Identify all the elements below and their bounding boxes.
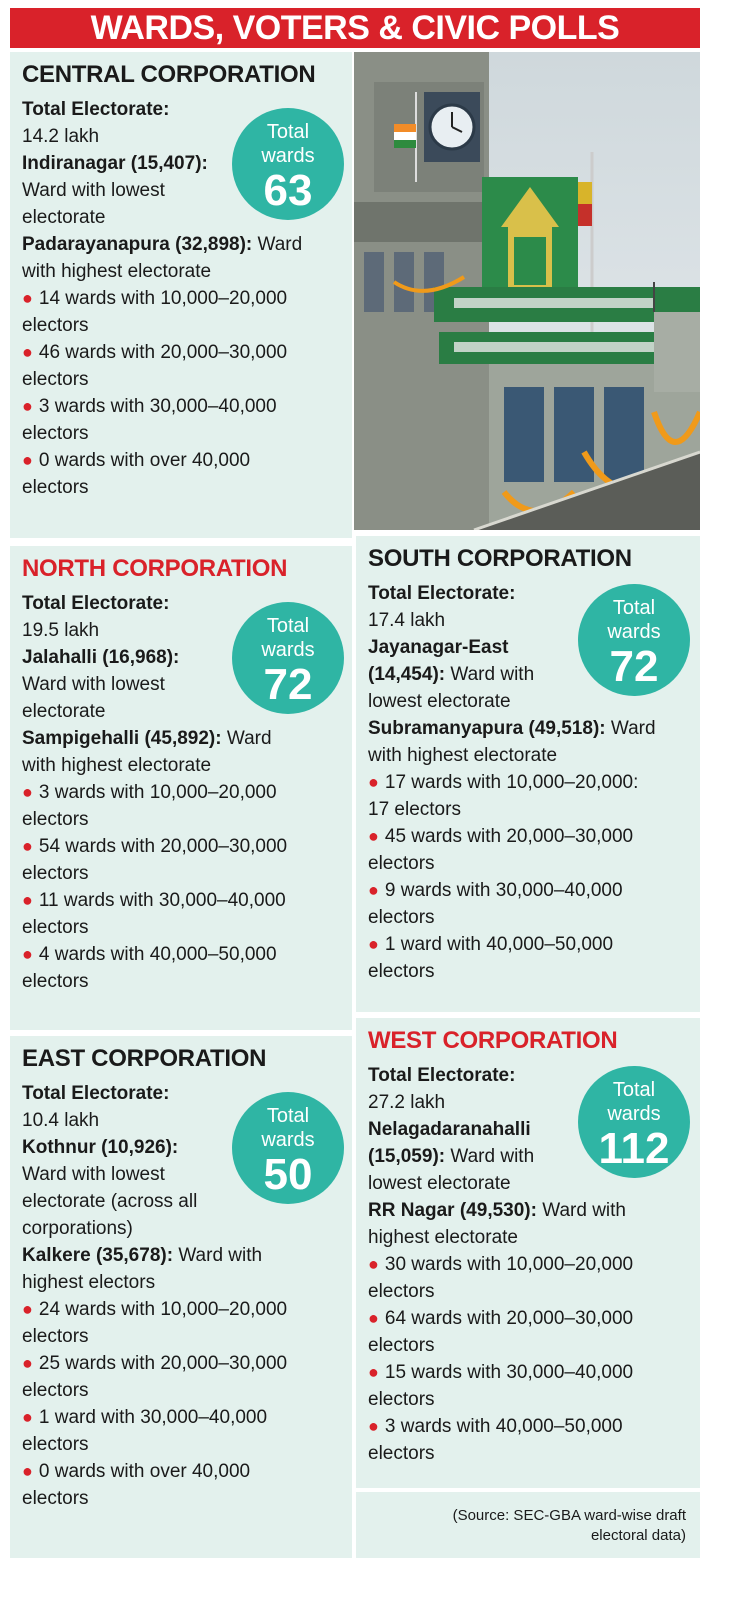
bullet-icon: ● <box>22 1407 33 1427</box>
list-item <box>22 887 340 914</box>
badge-label: Total <box>266 615 310 637</box>
list-item <box>22 1296 340 1323</box>
list-item-cont: electors <box>368 961 435 982</box>
bullet-icon: ● <box>368 1254 379 1274</box>
bullet-text: 45 wards with 20,000–30,000 <box>384 826 634 847</box>
list-item <box>22 285 340 312</box>
bullet-icon: ● <box>22 944 33 964</box>
bullet-text: 54 wards with 20,000–30,000 <box>38 836 288 857</box>
west-highest <box>368 1197 688 1224</box>
list-item-cont: 17 electors <box>368 799 461 820</box>
badge-label: wards <box>261 1129 315 1151</box>
central-electorate-value: 14.2 lakh <box>22 126 100 147</box>
list-item-cont: electors <box>22 1380 89 1401</box>
west-highest-name: RR Nagar (49,530): <box>368 1200 537 1221</box>
list-item-cont: electors <box>22 971 89 992</box>
list-item-cont: electors <box>22 1434 89 1455</box>
source-line: electoral data) <box>590 1527 686 1544</box>
badge-number: 72 <box>263 660 313 709</box>
south-electorate-value: 17.4 lakh <box>368 610 446 631</box>
west-lowest-desc: Ward with <box>445 1146 535 1167</box>
east-title: EAST CORPORATION <box>22 1045 267 1072</box>
list-item-cont: electors <box>22 1488 89 1509</box>
south-total-wards-badge <box>578 584 690 696</box>
east-lowest-name: Kothnur (10,926): <box>22 1137 179 1158</box>
bullet-icon: ● <box>22 836 33 856</box>
bullet-icon: ● <box>22 450 33 470</box>
list-item <box>22 833 340 860</box>
list-item <box>368 931 688 958</box>
north-highest <box>22 725 340 752</box>
central-lowest-desc: Ward with lowest <box>22 180 165 201</box>
bullet-icon: ● <box>22 1299 33 1319</box>
list-item-cont: electors <box>22 809 89 830</box>
central-highest <box>22 231 340 258</box>
north-highest-name: Sampigehalli (45,892): <box>22 728 222 749</box>
badge-label: Total <box>266 1105 310 1127</box>
central-lowest-name: Indiranagar (15,407): <box>22 153 208 174</box>
south-lowest-name: (14,454): <box>368 664 446 685</box>
south-highest-desc: Ward <box>605 718 656 739</box>
list-item <box>368 769 688 796</box>
list-item-cont: electors <box>22 477 89 498</box>
bullet-icon: ● <box>368 1362 379 1382</box>
bullet-text: 3 wards with 30,000–40,000 <box>38 396 277 417</box>
north-lowest-name: Jalahalli (16,968): <box>22 647 180 668</box>
bullet-icon: ● <box>368 934 379 954</box>
list-item <box>22 1458 340 1485</box>
north-lowest-desc: Ward with lowest <box>22 674 165 695</box>
bullet-icon: ● <box>22 782 33 802</box>
north-corporation-panel <box>10 546 352 1030</box>
list-item-cont: electors <box>22 423 89 444</box>
central-total-wards-badge <box>232 108 344 220</box>
list-item <box>368 823 688 850</box>
north-electorate-label: Total Electorate: <box>22 593 170 614</box>
bullet-text: 1 ward with 30,000–40,000 <box>38 1407 268 1428</box>
bullet-icon: ● <box>22 1353 33 1373</box>
badge-number: 50 <box>263 1150 313 1199</box>
list-item <box>368 1413 688 1440</box>
list-item <box>368 1305 688 1332</box>
badge-label: Total <box>612 597 656 619</box>
west-highest-desc: highest electorate <box>368 1227 518 1248</box>
west-electorate-value: 27.2 lakh <box>368 1092 446 1113</box>
north-highest-desc: with highest electorate <box>22 755 212 776</box>
east-corporation-panel <box>10 1036 352 1558</box>
badge-number: 63 <box>263 166 313 215</box>
list-item <box>22 1350 340 1377</box>
central-highest-desc: with highest electorate <box>22 261 212 282</box>
bullet-icon: ● <box>368 1416 379 1436</box>
list-item-cont: electors <box>22 1326 89 1347</box>
south-highest-name: Subramanyapura (49,518): <box>368 718 606 739</box>
list-item-cont: electors <box>22 369 89 390</box>
north-highest-desc: Ward <box>221 728 272 749</box>
south-highest-desc: with highest electorate <box>368 745 558 766</box>
east-electorate-label: Total Electorate: <box>22 1083 170 1104</box>
bullet-icon: ● <box>22 1461 33 1481</box>
list-item <box>22 779 340 806</box>
south-corporation-panel <box>356 536 700 1012</box>
north-title: NORTH CORPORATION <box>22 555 288 582</box>
list-item-cont: electors <box>368 853 435 874</box>
badge-label: wards <box>261 145 315 167</box>
list-item <box>22 941 340 968</box>
west-lowest-name: Nelagadaranahalli <box>368 1119 531 1140</box>
bullet-text: 11 wards with 30,000–40,000 <box>38 890 286 911</box>
bullet-text: 0 wards with over 40,000 <box>38 1461 251 1482</box>
source-note <box>356 1492 700 1558</box>
bullet-text: 9 wards with 30,000–40,000 <box>384 880 623 901</box>
bullet-text: 24 wards with 10,000–20,000 <box>38 1299 288 1320</box>
list-item-cont: electors <box>368 1281 435 1302</box>
east-electorate-value: 10.4 lakh <box>22 1110 100 1131</box>
list-item <box>22 339 340 366</box>
central-lowest-desc: electorate <box>22 207 106 228</box>
bullet-icon: ● <box>368 880 379 900</box>
list-item-cont: electors <box>368 1389 435 1410</box>
building-photo <box>354 52 700 530</box>
badge-label: wards <box>607 1103 661 1125</box>
east-highest-desc: highest electors <box>22 1272 156 1293</box>
central-title: CENTRAL CORPORATION <box>22 61 316 88</box>
bullet-text: 3 wards with 10,000–20,000 <box>38 782 277 803</box>
south-lowest-name: Jayanagar-East <box>368 637 509 658</box>
bullet-text: 30 wards with 10,000–20,000 <box>384 1254 634 1275</box>
bullet-icon: ● <box>368 772 379 792</box>
east-lowest-desc: corporations) <box>22 1218 133 1239</box>
list-item <box>22 1404 340 1431</box>
list-item-cont: electors <box>368 1335 435 1356</box>
north-lowest-desc: electorate <box>22 701 106 722</box>
bullet-icon: ● <box>368 1308 379 1328</box>
east-lowest-desc: Ward with lowest <box>22 1164 165 1185</box>
east-lowest-desc: electorate (across all <box>22 1191 198 1212</box>
list-item-cont: electors <box>368 907 435 928</box>
west-highest-desc: Ward with <box>536 1200 626 1221</box>
bullet-text: 46 wards with 20,000–30,000 <box>38 342 288 363</box>
bullet-text: 17 wards with 10,000–20,000: <box>384 772 639 793</box>
bullet-text: 0 wards with over 40,000 <box>38 450 251 471</box>
west-title: WEST CORPORATION <box>368 1027 618 1054</box>
bullet-icon: ● <box>22 890 33 910</box>
badge-label: wards <box>607 621 661 643</box>
list-item-cont: electors <box>22 315 89 336</box>
south-title: SOUTH CORPORATION <box>368 545 632 572</box>
list-item-cont: electors <box>22 863 89 884</box>
west-electorate-label: Total Electorate: <box>368 1065 516 1086</box>
west-lowest-name: (15,059): <box>368 1146 446 1167</box>
east-highest <box>22 1242 340 1269</box>
list-item <box>368 1359 688 1386</box>
badge-number: 72 <box>609 642 659 691</box>
badge-label: Total <box>266 121 310 143</box>
bullet-icon: ● <box>22 342 33 362</box>
south-electorate-label: Total Electorate: <box>368 583 516 604</box>
bullet-text: 64 wards with 20,000–30,000 <box>384 1308 634 1329</box>
south-lowest-desc: Ward with <box>445 664 535 685</box>
north-electorate-value: 19.5 lakh <box>22 620 100 641</box>
badge-number: 112 <box>598 1124 670 1173</box>
west-total-wards-badge <box>578 1066 690 1178</box>
bullet-icon: ● <box>22 288 33 308</box>
list-item-cont: electors <box>22 917 89 938</box>
bullet-text: 14 wards with 10,000–20,000 <box>38 288 288 309</box>
bullet-text: 15 wards with 30,000–40,000 <box>384 1362 634 1383</box>
list-item <box>368 877 688 904</box>
south-highest <box>368 715 688 742</box>
bullet-text: 3 wards with 40,000–50,000 <box>384 1416 623 1437</box>
bullet-text: 25 wards with 20,000–30,000 <box>38 1353 288 1374</box>
east-highest-name: Kalkere (35,678): <box>22 1245 174 1266</box>
badge-label: wards <box>261 639 315 661</box>
north-total-wards-badge <box>232 602 344 714</box>
central-corporation-panel <box>10 52 352 538</box>
south-lowest-desc: lowest electorate <box>368 691 511 712</box>
west-corporation-panel <box>356 1018 700 1488</box>
east-total-wards-badge <box>232 1092 344 1204</box>
badge-label: Total <box>612 1079 656 1101</box>
east-highest-desc: Ward with <box>173 1245 263 1266</box>
bullet-icon: ● <box>22 396 33 416</box>
list-item <box>368 1251 688 1278</box>
central-highest-desc: Ward <box>252 234 303 255</box>
central-highest-name: Padarayanapura (32,898): <box>22 234 253 255</box>
page-title: WARDS, VOTERS & CIVIC POLLS <box>10 8 700 48</box>
bullet-text: 4 wards with 40,000–50,000 <box>38 944 277 965</box>
source-line: (Source: SEC-GBA ward-wise draft <box>452 1507 686 1524</box>
central-electorate-label: Total Electorate: <box>22 99 170 120</box>
building-illustration <box>354 52 700 530</box>
bullet-icon: ● <box>368 826 379 846</box>
list-item <box>22 447 340 474</box>
list-item-cont: electors <box>368 1443 435 1464</box>
bullet-text: 1 ward with 40,000–50,000 <box>384 934 614 955</box>
west-lowest-desc: lowest electorate <box>368 1173 511 1194</box>
source-text <box>453 1506 686 1546</box>
list-item <box>22 393 340 420</box>
